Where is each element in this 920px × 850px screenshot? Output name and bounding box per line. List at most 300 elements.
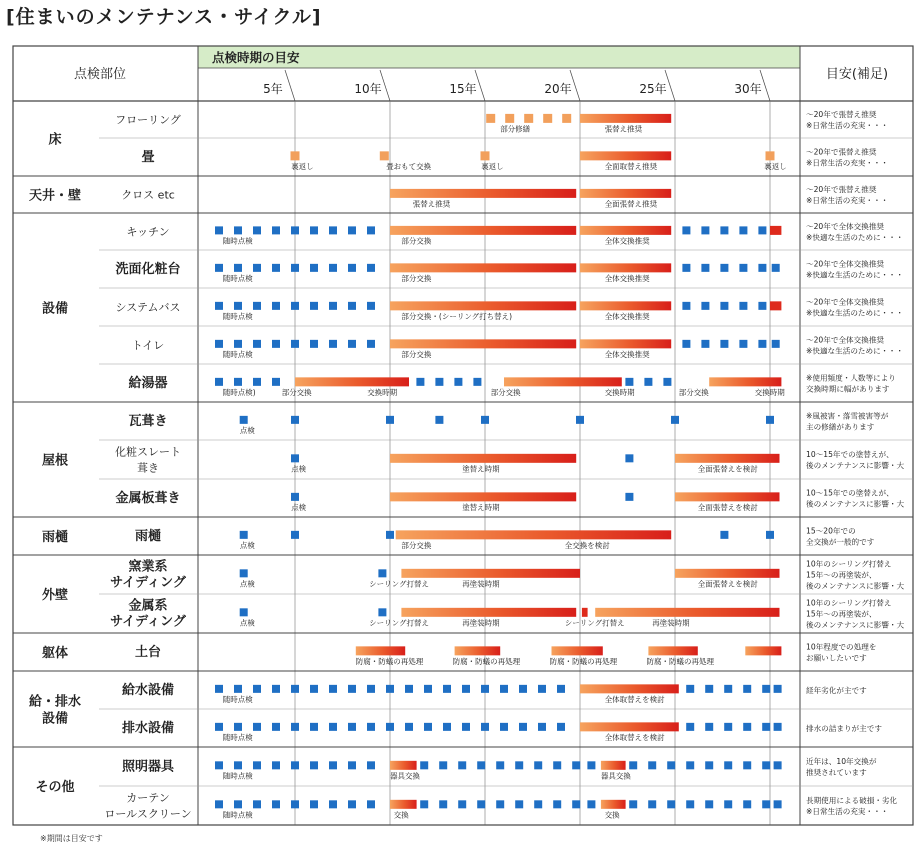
- schedule-row: [215, 263, 780, 272]
- inspection-square: [443, 723, 451, 731]
- inspection-square: [686, 800, 694, 808]
- inspection-square: [701, 264, 709, 272]
- inspection-square: [291, 416, 299, 424]
- note-text: ※快適な生活のために・・・: [806, 308, 904, 318]
- timeline-label: 交換時期: [754, 387, 785, 397]
- note-text: 主の修繕があります: [806, 422, 875, 432]
- inspection-square: [272, 723, 280, 731]
- inspection-square: [348, 723, 356, 731]
- timeline-label: 全面張替え推奨: [604, 199, 658, 209]
- replacement-bar: [675, 454, 780, 463]
- inspection-square: [481, 685, 489, 693]
- repair-square: [524, 114, 533, 123]
- group-label: 天井・壁: [28, 188, 82, 204]
- inspection-square: [766, 531, 774, 539]
- replacement-bar: [580, 114, 671, 123]
- inspection-square: [215, 800, 223, 808]
- header-part-label: 点検部位: [73, 67, 127, 82]
- replacement-bar: [582, 608, 588, 617]
- note-text: ※日常生活の充実・・・: [806, 807, 889, 816]
- inspection-square: [291, 685, 299, 693]
- inspection-square: [686, 761, 694, 769]
- timeline-label: 随時点検: [222, 732, 253, 742]
- year-label-30: 30年: [734, 82, 762, 96]
- schedule-row: [291, 454, 780, 463]
- schedule-row: [240, 569, 780, 578]
- timeline-label: 部分交換: [490, 387, 521, 397]
- replacement-bar: [601, 761, 626, 770]
- inspection-square: [720, 264, 728, 272]
- note-text: ※風被害・落雪被害等が: [806, 411, 889, 421]
- timeline-label: 再塗装時期: [652, 618, 690, 628]
- note-text: 後のメンテナンスに影響・大: [806, 620, 905, 630]
- inspection-square: [291, 340, 299, 348]
- timeline-label: 防腐・防蟻の再処理: [355, 656, 424, 666]
- year-label-5: 5年: [263, 82, 283, 96]
- inspection-square: [253, 378, 261, 386]
- inspection-square: [234, 800, 242, 808]
- timeline-label: 部分交換: [401, 273, 432, 283]
- inspection-square: [310, 761, 318, 769]
- note-text: 排水の詰まりが主です: [806, 724, 882, 733]
- note-text: ※快適な生活のために・・・: [806, 233, 904, 242]
- timeline-label: 部分交換: [401, 349, 432, 359]
- replacement-bar: [390, 189, 576, 198]
- item-label: ロールスクリーン: [104, 807, 192, 821]
- note-text: 全交換が一般的です: [806, 537, 875, 547]
- inspection-square: [367, 340, 375, 348]
- inspection-square: [253, 340, 261, 348]
- schedule-row: [390, 189, 671, 198]
- note-text: ※快適な生活のために・・・: [806, 346, 904, 356]
- timeline-label: 裏返し: [764, 161, 787, 171]
- item-label: クロス etc: [121, 188, 175, 202]
- timeline-label: 随時点検: [222, 311, 253, 321]
- group-label: 設備: [41, 711, 69, 727]
- inspection-square: [348, 264, 356, 272]
- timeline-label: 部分交換: [281, 387, 312, 397]
- timeline-label: 再塗装時期: [462, 579, 500, 589]
- inspection-square: [758, 226, 766, 234]
- inspection-square: [572, 761, 580, 769]
- inspection-square: [762, 723, 770, 731]
- inspection-square: [625, 454, 633, 462]
- timeline-label: 点検: [239, 579, 255, 589]
- year-label-15: 15年: [449, 82, 477, 96]
- replacement-bar: [580, 722, 679, 731]
- timeline-label: 随時点検: [222, 694, 253, 704]
- inspection-square: [348, 226, 356, 234]
- repair-square: [766, 151, 775, 160]
- timeline-label: 全体取替えを検討: [604, 694, 665, 704]
- inspection-square: [576, 416, 584, 424]
- inspection-square: [519, 723, 527, 731]
- item-label: キッチン: [126, 225, 170, 239]
- note-text: ～20年で張替え推奨: [806, 147, 877, 157]
- inspection-square: [682, 340, 690, 348]
- inspection-square: [310, 302, 318, 310]
- inspection-square: [215, 723, 223, 731]
- timeline-label: 部分交換: [401, 236, 432, 246]
- inspection-square: [253, 685, 261, 693]
- timeline-label: 防腐・防蟻の再処理: [549, 656, 618, 666]
- inspection-square: [663, 378, 671, 386]
- inspection-square: [215, 761, 223, 769]
- timeline-label: 随時点検: [222, 273, 253, 283]
- timeline-label: 随時点検: [222, 771, 253, 781]
- inspection-square: [234, 340, 242, 348]
- inspection-square: [367, 226, 375, 234]
- inspection-square: [367, 723, 375, 731]
- year-label-25: 25年: [639, 82, 667, 96]
- item-label: 金属系: [128, 598, 168, 614]
- note-text: ※日常生活の充実・・・: [806, 121, 889, 130]
- inspection-square: [496, 800, 504, 808]
- inspection-square: [625, 378, 633, 386]
- note-text: ※使用頻度・人数等により: [806, 373, 896, 383]
- inspection-square: [272, 302, 280, 310]
- group-label: その他: [35, 780, 75, 795]
- inspection-square: [743, 723, 751, 731]
- inspection-square: [291, 493, 299, 501]
- inspection-square: [743, 800, 751, 808]
- inspection-square: [500, 723, 508, 731]
- note-text: 後のメンテナンスに影響・大: [806, 461, 905, 470]
- schedule-row: [291, 492, 780, 501]
- note-text: 後のメンテナンスに影響・大: [806, 499, 905, 509]
- replacement-bar: [580, 151, 671, 160]
- inspection-square: [629, 800, 637, 808]
- inspection-square: [648, 800, 656, 808]
- inspection-square: [420, 761, 428, 769]
- inspection-square: [701, 340, 709, 348]
- inspection-square: [378, 608, 386, 616]
- item-label: 窯業系: [128, 559, 168, 575]
- inspection-square: [310, 226, 318, 234]
- timeline-label: 裏返し: [481, 161, 504, 171]
- schedule-row: [215, 761, 782, 770]
- inspection-square: [629, 761, 637, 769]
- replacement-bar: [455, 646, 501, 655]
- item-label: カーテン: [126, 791, 170, 805]
- timeline-label: シーリング打替え: [369, 579, 429, 589]
- item-label: 葺き: [137, 461, 159, 475]
- inspection-square: [439, 761, 447, 769]
- timeline-label: 点検: [291, 502, 307, 512]
- note-text: 10年のシーリング打替え: [806, 598, 892, 608]
- inspection-square: [762, 685, 770, 693]
- replacement-bar: [580, 339, 671, 348]
- inspection-square: [553, 800, 561, 808]
- inspection-square: [253, 723, 261, 731]
- schedule-row: [240, 608, 780, 617]
- schedule-row: [486, 114, 671, 123]
- replacement-bar: [390, 492, 576, 501]
- note-text: 後のメンテナンスに影響・大: [806, 581, 905, 591]
- replacement-bar: [580, 684, 679, 693]
- item-label: サイディング: [110, 575, 186, 591]
- timeline-label: 随時点検: [222, 810, 253, 820]
- inspection-square: [724, 723, 732, 731]
- inspection-square: [515, 761, 523, 769]
- inspection-square: [348, 800, 356, 808]
- inspection-square: [481, 416, 489, 424]
- inspection-square: [329, 302, 337, 310]
- inspection-square: [772, 264, 780, 272]
- repair-square: [505, 114, 514, 123]
- inspection-square: [291, 454, 299, 462]
- inspection-square: [234, 723, 242, 731]
- inspection-square: [686, 685, 694, 693]
- note-text: 経年劣化が主です: [806, 686, 867, 695]
- replacement-bar: [770, 301, 781, 310]
- item-label: 金属板葺き: [115, 491, 181, 506]
- timeline-label: 全面取替え推奨: [604, 161, 658, 171]
- inspection-square: [215, 378, 223, 386]
- replacement-bar: [601, 800, 626, 809]
- schedule-row: [215, 800, 782, 809]
- timeline-label: 交換時期: [367, 387, 398, 397]
- inspection-square: [215, 685, 223, 693]
- inspection-square: [720, 340, 728, 348]
- timeline-label: 全体交換推奨: [604, 349, 650, 359]
- inspection-square: [443, 685, 451, 693]
- inspection-square: [534, 800, 542, 808]
- inspection-square: [329, 264, 337, 272]
- timeline-label: 点検: [291, 464, 307, 474]
- timeline-label: 張替え推奨: [412, 199, 451, 209]
- inspection-square: [215, 302, 223, 310]
- inspection-square: [671, 416, 679, 424]
- replacement-bar: [580, 301, 671, 310]
- note-text: ～20年で全体交換推奨: [806, 335, 885, 345]
- repair-square: [486, 114, 495, 123]
- timeline-label: 全面張替えを検討: [697, 502, 758, 512]
- inspection-square: [378, 569, 386, 577]
- inspection-square: [720, 302, 728, 310]
- text-layer: [28, 50, 905, 821]
- inspection-square: [329, 761, 337, 769]
- item-label: 給水設備: [121, 683, 175, 698]
- footnote: ※期間は目安です: [40, 834, 103, 843]
- header-timing-label: 点検時期の目安: [212, 50, 300, 65]
- item-label: システムバス: [115, 301, 181, 314]
- inspection-square: [553, 761, 561, 769]
- repair-square: [291, 151, 300, 160]
- replacement-bar: [580, 189, 671, 198]
- replacement-bar: [648, 646, 697, 655]
- inspection-square: [477, 800, 485, 808]
- inspection-square: [291, 302, 299, 310]
- timeline-label: 塗替え時期: [462, 464, 500, 474]
- note-text: ～20年で張替え推奨: [806, 185, 877, 194]
- inspection-square: [386, 723, 394, 731]
- inspection-square: [774, 685, 782, 693]
- inspection-square: [473, 378, 481, 386]
- inspection-square: [720, 226, 728, 234]
- timeline-label: 全面張替えを検討: [697, 579, 758, 589]
- note-text: ～20年で全体交換推奨: [806, 259, 885, 269]
- group-label: 雨樋: [41, 530, 69, 545]
- timeline-label: 裏返し: [291, 161, 314, 171]
- replacement-bar: [675, 569, 780, 578]
- note-text: 10年のシーリング打替え: [806, 559, 892, 569]
- year-label-10: 10年: [354, 82, 382, 96]
- replacement-bar: [595, 608, 779, 617]
- inspection-square: [348, 302, 356, 310]
- inspection-square: [477, 761, 485, 769]
- replacement-bar: [295, 377, 409, 386]
- inspection-square: [253, 761, 261, 769]
- inspection-square: [515, 800, 523, 808]
- note-text: 15～20年での: [806, 526, 856, 536]
- item-label: 給湯器: [128, 376, 168, 391]
- inspection-square: [348, 340, 356, 348]
- note-text: 近年は、10年交換が: [806, 757, 877, 766]
- inspection-square: [557, 723, 565, 731]
- inspection-square: [234, 264, 242, 272]
- inspection-square: [240, 416, 248, 424]
- inspection-square: [405, 685, 413, 693]
- timeline-label: 畳おもて交換: [386, 161, 432, 171]
- timeline-label: 全体交換推奨: [604, 236, 650, 246]
- group-label: 床: [48, 132, 62, 148]
- inspection-square: [762, 761, 770, 769]
- inspection-square: [481, 723, 489, 731]
- timeline-label: 防腐・防蟻の再処理: [452, 656, 521, 666]
- timeline-label: 防腐・防蟻の再処理: [646, 656, 714, 666]
- inspection-square: [386, 685, 394, 693]
- item-label: 瓦葺き: [128, 414, 168, 429]
- inspection-square: [772, 340, 780, 348]
- timeline-label: 全交換を検討: [564, 540, 610, 550]
- schedule-row: [215, 339, 780, 348]
- replacement-bar: [390, 301, 576, 310]
- note-text: ※快適な生活のために・・・: [806, 270, 904, 280]
- group-label: 躯体: [41, 646, 69, 661]
- inspection-square: [774, 761, 782, 769]
- inspection-square: [739, 226, 747, 234]
- inspection-square: [739, 264, 747, 272]
- inspection-square: [774, 800, 782, 808]
- timeline-label: 全体取替えを検討: [604, 732, 665, 742]
- item-label: 化粧スレート: [115, 445, 181, 459]
- timeline-label: 器具交換: [600, 771, 631, 781]
- timeline-label: 塗替え時期: [462, 502, 500, 512]
- replacement-bar: [745, 646, 781, 655]
- inspection-square: [587, 761, 595, 769]
- replacement-bar: [675, 492, 780, 501]
- inspection-square: [667, 761, 675, 769]
- inspection-square: [458, 800, 466, 808]
- inspection-square: [758, 302, 766, 310]
- inspection-square: [253, 264, 261, 272]
- inspection-square: [701, 302, 709, 310]
- replacement-bar: [390, 339, 576, 348]
- inspection-square: [386, 531, 394, 539]
- year-label-20: 20年: [544, 82, 572, 96]
- timeline-label: 随時点検): [222, 387, 256, 397]
- note-text: ～20年で全体交換推奨: [806, 222, 885, 231]
- inspection-square: [739, 302, 747, 310]
- replacement-bar: [580, 226, 671, 235]
- inspection-square: [739, 340, 747, 348]
- timeline-label: シーリング打替え: [369, 618, 429, 628]
- inspection-square: [538, 723, 546, 731]
- inspection-square: [758, 264, 766, 272]
- inspection-square: [420, 800, 428, 808]
- timeline-label: 張替え推奨: [604, 124, 643, 134]
- inspection-square: [234, 226, 242, 234]
- inspection-square: [215, 264, 223, 272]
- timeline-label: 随時点検: [222, 349, 253, 359]
- inspection-square: [682, 302, 690, 310]
- replacement-bar: [390, 761, 417, 770]
- inspection-square: [234, 302, 242, 310]
- inspection-square: [724, 761, 732, 769]
- inspection-square: [234, 378, 242, 386]
- inspection-square: [310, 340, 318, 348]
- inspection-square: [348, 761, 356, 769]
- header-note-label: 目安(補足): [825, 67, 889, 82]
- inspection-square: [310, 685, 318, 693]
- inspection-square: [253, 302, 261, 310]
- inspection-square: [454, 378, 462, 386]
- inspection-square: [705, 800, 713, 808]
- timeline-label: 再塗装時期: [462, 618, 500, 628]
- timeline-label: 全面張替えを検討: [697, 464, 758, 474]
- note-text: ～20年で全体交換推奨: [806, 297, 885, 307]
- inspection-square: [724, 685, 732, 693]
- item-label: 洗面化粧台: [115, 262, 181, 277]
- inspection-square: [386, 416, 394, 424]
- timeline-label: 点検: [239, 618, 255, 628]
- inspection-square: [329, 800, 337, 808]
- item-label: トイレ: [131, 339, 165, 352]
- item-label: 畳: [141, 150, 155, 165]
- inspection-square: [291, 800, 299, 808]
- replacement-bar: [356, 646, 405, 655]
- schedule-row: [240, 416, 774, 424]
- inspection-square: [500, 685, 508, 693]
- repair-square: [562, 114, 571, 123]
- inspection-square: [701, 226, 709, 234]
- replacement-bar: [709, 377, 781, 386]
- replacement-bar: [401, 608, 576, 617]
- replacement-bar: [390, 226, 576, 235]
- inspection-square: [215, 226, 223, 234]
- schedule-row: [215, 377, 781, 386]
- inspection-square: [774, 723, 782, 731]
- inspection-square: [587, 800, 595, 808]
- schedule-row: [215, 226, 781, 235]
- inspection-square: [234, 685, 242, 693]
- inspection-square: [367, 761, 375, 769]
- repair-square: [543, 114, 552, 123]
- inspection-square: [272, 685, 280, 693]
- inspection-square: [291, 531, 299, 539]
- note-text: 15年～の再塗装が、: [806, 570, 877, 580]
- timeline-label: 交換: [604, 810, 620, 820]
- inspection-square: [253, 800, 261, 808]
- timeline-label: 部分修繕: [500, 124, 531, 134]
- content-layer: [215, 114, 782, 809]
- inspection-square: [462, 723, 470, 731]
- group-label: 設備: [41, 301, 69, 317]
- timeline-label: 全体交換推奨: [604, 311, 650, 321]
- repair-square: [481, 151, 490, 160]
- timeline-label: 全体交換推奨: [604, 273, 650, 283]
